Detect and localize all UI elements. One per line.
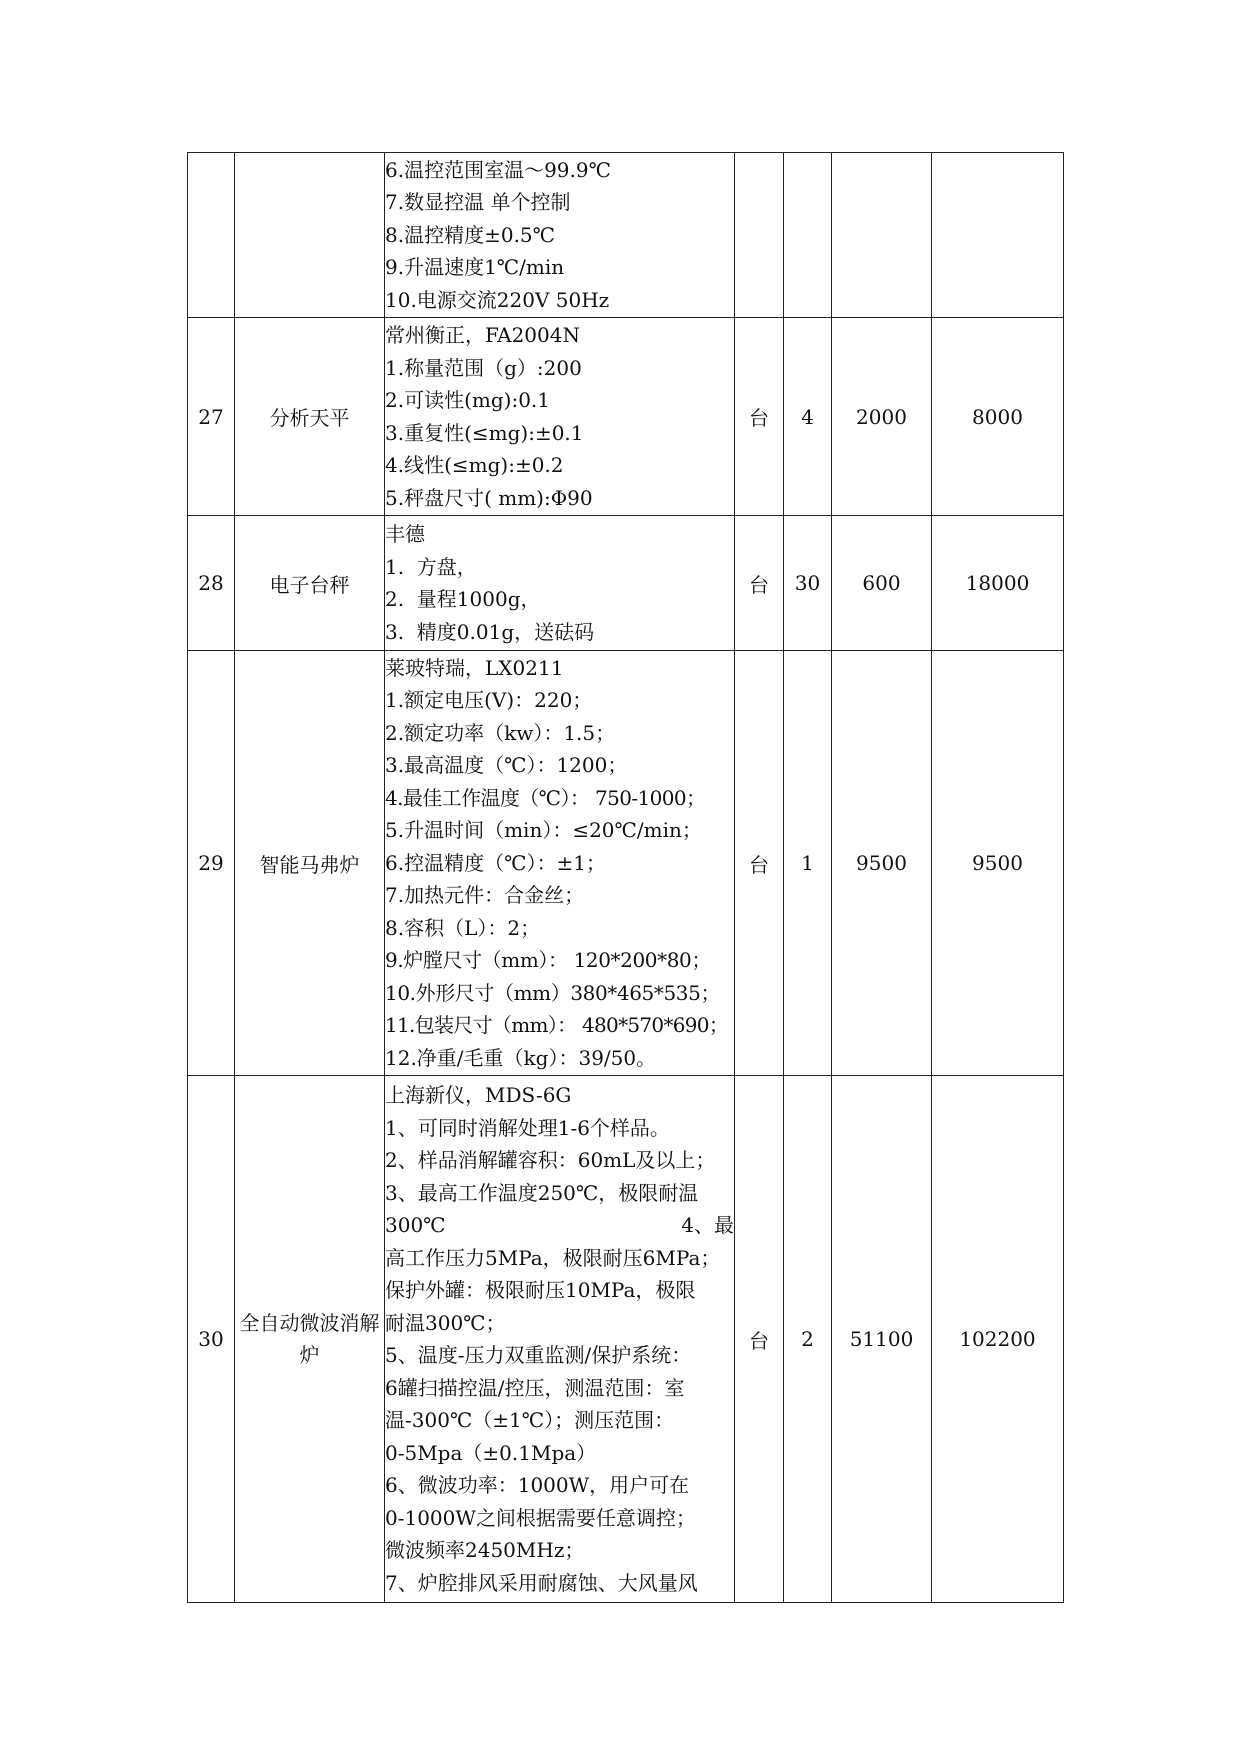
total-price-cell: 102200 bbox=[932, 1076, 1064, 1603]
spec-line: 7.加热元件：合金丝； bbox=[385, 883, 585, 908]
item-number-cell: 30 bbox=[188, 1076, 235, 1603]
spec-line: 5.升温时间（min）：≤20℃/min； bbox=[385, 818, 702, 843]
spec-line bbox=[385, 1209, 734, 1242]
unit-price-cell: 600 bbox=[832, 516, 932, 651]
spec-line: 8.温控精度±0.5℃ bbox=[385, 222, 556, 247]
quantity-cell bbox=[784, 153, 832, 318]
item-number-cell: 27 bbox=[188, 318, 235, 516]
quantity-cell: 1 bbox=[784, 651, 832, 1076]
spec-line: 保护外罐：极限耐压10MPa，极限 bbox=[385, 1278, 696, 1302]
spec-line: 5.秤盘尺寸( mm):Φ90 bbox=[385, 485, 593, 510]
item-name-cell: 智能马弗炉 bbox=[235, 651, 385, 1076]
spec-line: 9.升温速度1℃/min bbox=[385, 255, 565, 280]
spec-line: 1. 方盘， bbox=[385, 554, 477, 579]
spec-line: 上海新仪，MDS-6G bbox=[385, 1083, 572, 1107]
spec-line: 11.包装尺寸（mm）： 480*570*690； bbox=[385, 1013, 729, 1038]
unit-cell: 台 bbox=[735, 651, 784, 1076]
spec-line: 6.温控范围室温～99.9℃ bbox=[385, 157, 611, 182]
spec-line: 耐温300℃； bbox=[385, 1310, 506, 1335]
item-name-cell: 全自动微波消解炉 bbox=[235, 1076, 385, 1603]
spec-line: 3.最高温度（℃）：1200； bbox=[385, 753, 628, 778]
quantity-cell: 30 bbox=[784, 516, 832, 651]
unit-price-cell: 2000 bbox=[832, 318, 932, 516]
spec-line: 2.额定功率（kw）：1.5； bbox=[385, 720, 616, 745]
table-row bbox=[188, 516, 1064, 651]
table-row bbox=[188, 1076, 1064, 1603]
spec-line: 2. 量程1000g， bbox=[385, 587, 541, 611]
spec-line: 3. 精度0.01g，送砝码 bbox=[385, 619, 595, 644]
table-row bbox=[188, 651, 1064, 1076]
spec-line: 4.最佳工作温度（℃）： 750-1000； bbox=[385, 785, 706, 810]
spec-line: 8.容积（L）：2； bbox=[385, 915, 541, 940]
unit-cell: 台 bbox=[735, 516, 784, 651]
spec-line: 7.数显控温 单个控制 bbox=[385, 190, 571, 215]
unit-price-cell: 9500 bbox=[832, 651, 932, 1076]
spec-line: 1、可同时消解处理1-6个样品。 bbox=[385, 1115, 670, 1140]
spec-line: 7、炉腔排风采用耐腐蚀、大风量风 bbox=[385, 1570, 698, 1595]
spec-line: 0-5Mpa（±0.1Mpa） bbox=[385, 1440, 597, 1465]
spec-line: 6.控温精度（℃）：±1； bbox=[385, 850, 606, 875]
spec-line: 0-1000W之间根据需要任意调控； bbox=[385, 1505, 696, 1530]
spec-line: 6、微波功率：1000W，用户可在 bbox=[385, 1473, 690, 1497]
spec-line-segment: 300℃ bbox=[385, 1213, 446, 1237]
total-price-cell: 18000 bbox=[932, 516, 1064, 651]
spec-line: 12.净重/毛重（kg）：39/50。 bbox=[385, 1045, 657, 1070]
equipment-spec-table bbox=[187, 152, 1064, 1603]
spec-line: 丰德 bbox=[385, 522, 425, 546]
unit-cell bbox=[735, 153, 784, 318]
spec-line: 10.外形尺寸（mm）380*465*535； bbox=[385, 980, 721, 1005]
spec-line: 10.电源交流220V 50Hz bbox=[385, 287, 610, 312]
spec-cell bbox=[385, 516, 735, 651]
spec-line: 1.额定电压(V)：220； bbox=[385, 688, 593, 713]
spec-line: 温-300℃（±1℃）；测压范围： bbox=[385, 1408, 675, 1432]
quantity-cell: 4 bbox=[784, 318, 832, 516]
quantity-cell: 2 bbox=[784, 1076, 832, 1603]
unit-price-cell bbox=[832, 153, 932, 318]
unit-cell: 台 bbox=[735, 1076, 784, 1603]
spec-line: 2、样品消解罐容积：60mL及以上； bbox=[385, 1148, 716, 1172]
spec-cell bbox=[385, 153, 735, 318]
total-price-cell bbox=[932, 153, 1064, 318]
spec-line: 3、最高工作温度250℃，极限耐温 bbox=[385, 1180, 699, 1205]
spec-cell bbox=[385, 1076, 735, 1603]
spec-line-segment: 4、最 bbox=[681, 1213, 734, 1237]
spec-line: 9.炉膛尺寸（mm）： 120*200*80； bbox=[385, 948, 711, 973]
unit-cell: 台 bbox=[735, 318, 784, 516]
spec-cell bbox=[385, 651, 735, 1076]
spec-line: 高工作压力5MPa，极限耐压6MPa； bbox=[385, 1245, 721, 1270]
spec-cell bbox=[385, 318, 735, 516]
table-row bbox=[188, 153, 1064, 318]
unit-price-cell: 51100 bbox=[832, 1076, 932, 1603]
item-name-cell: 电子台秤 bbox=[235, 516, 385, 651]
total-price-cell: 8000 bbox=[932, 318, 1064, 516]
item-number-cell bbox=[188, 153, 235, 318]
table-row bbox=[188, 318, 1064, 516]
spec-line: 6罐扫描控温/控压，测温范围：室 bbox=[385, 1375, 685, 1400]
item-number-cell: 29 bbox=[188, 651, 235, 1076]
item-number-cell: 28 bbox=[188, 516, 235, 651]
spec-line: 4.线性(≤mg):±0.2 bbox=[385, 453, 564, 477]
spec-line: 5、温度-压力双重监测/保护系统： bbox=[385, 1343, 692, 1367]
total-price-cell: 9500 bbox=[932, 651, 1064, 1076]
spec-line: 1.称量范围（g）:200 bbox=[385, 355, 582, 380]
spec-line: 2.可读性(mg):0.1 bbox=[385, 388, 550, 412]
spec-line: 微波频率2450MHz； bbox=[385, 1538, 585, 1562]
spec-line: 莱玻特瑞，LX0211 bbox=[385, 655, 564, 680]
item-name-cell: 分析天平 bbox=[235, 318, 385, 516]
spec-line: 常州衡正，FA2004N bbox=[385, 323, 580, 347]
item-name-cell bbox=[235, 153, 385, 318]
spec-line: 3.重复性(≤mg):±0.1 bbox=[385, 420, 584, 445]
